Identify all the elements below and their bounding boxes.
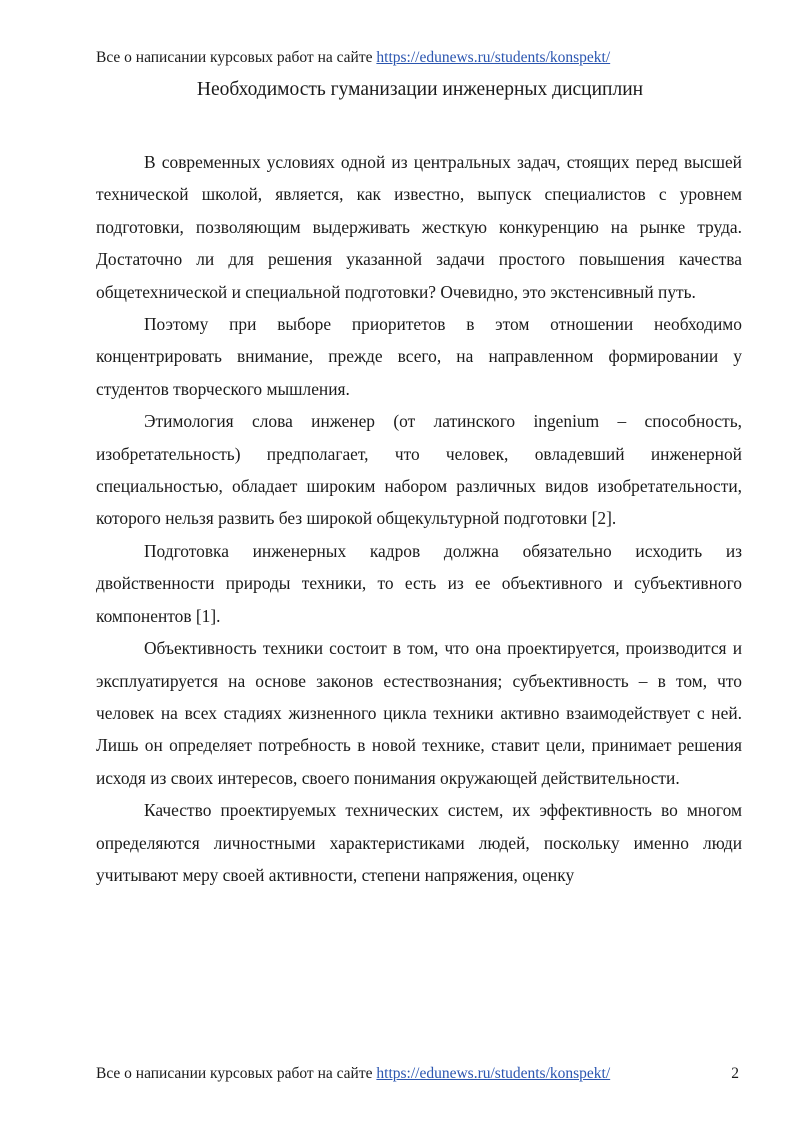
footer-link[interactable]: https://edunews.ru/students/konspekt/ [376,1065,611,1082]
paragraph-3: Этимология слова инженер (от латинского ingenium – способность, изобретательность) предполагает, что человек, овладевший инженерной специальностью, обладает широким набором различных видов изобретательности, которого нельзя развить без широкой общекультурной подготовки [2]. [96,411,742,529]
document-body [96,146,742,891]
paragraph-1: В современных условиях одной из центральных задач, стоящих перед высшей технической школой, является, как известно, выпуск специалистов с уровнем подготовки, позволяющим выдерживать жесткую конкуренцию на рынке труда. Достаточно ли для решения указанной задачи простого повышения качества общетехнической и специальной подготовки? Очевидно, это экстенсивный путь. [96,152,742,302]
header-link[interactable]: https://edunews.ru/students/konspekt/ [376,49,611,66]
page-header [96,47,610,69]
paragraph-4: Подготовка инженерных кадров должна обязательно исходить из двойственности природы техники, то есть из ее объективного и субъективного компонентов [1]. [96,540,742,626]
footer-text: Все о написании курсовых работ на сайте [96,1065,377,1082]
page-number: 2 [731,1065,739,1082]
paragraph-6: Качество проектируемых технических систем, их эффективность во многом определяются личностными характеристиками людей, поскольку именно люди учитывают меру своей активности, степени напряжения, оценку [96,800,742,885]
document-title: Необходимость гуманизации инженерных дисциплин [196,79,644,100]
header-text: Все о написании курсовых работ на сайте [96,49,377,66]
paragraph-2: Поэтому при выборе приоритетов в этом отношении необходимо концентрировать внимание, прежде всего, на направленном формировании у студентов творческого мышления. [96,314,742,399]
page-footer [96,1063,744,1085]
paragraph-5: Объективность техники состоит в том, что она проектируется, производится и эксплуатируется на основе законов естествознания; субъективность – в том, что человек на всех стадиях жизненного цикла техники активно взаимодействует с ней. Лишь он определяет потребность в новой технике, ставит цели, принимает решения исходя из своих интересов, своего понимания окружающей действительности. [96,638,742,788]
